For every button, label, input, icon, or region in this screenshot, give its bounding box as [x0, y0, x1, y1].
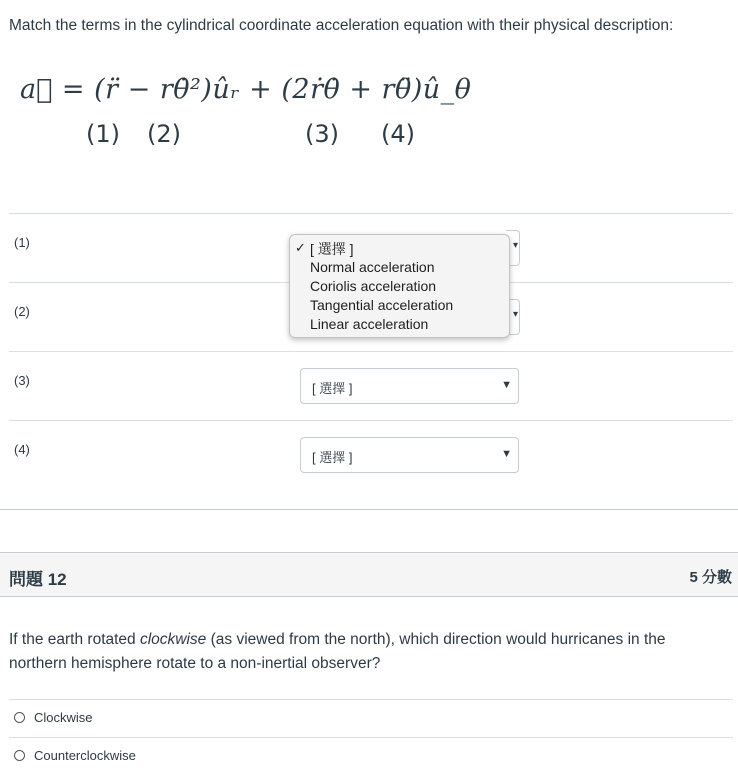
term-label-2: (2) — [147, 120, 181, 148]
acceleration-formula — [20, 66, 480, 121]
term-label-4: (4) — [381, 120, 415, 148]
row-label-3: (3) — [14, 373, 30, 388]
dropdown-option-tangential[interactable]: Tangential acceleration — [310, 297, 454, 313]
chevron-down-icon: ▾ — [512, 309, 518, 320]
formula-text: a⃗ = (r̈ − rθ̇²)ûᵣ + (2ṙθ̇ + rθ̈)û_θ — [20, 74, 472, 105]
select-3[interactable] — [300, 368, 519, 404]
divider — [9, 699, 733, 700]
radio-counterclockwise[interactable] — [14, 750, 25, 761]
select-4[interactable] — [300, 437, 519, 473]
prompt-part-2: (as viewed from the north), which direction would hurricanes in the northern hemisphere rotate to a non-inertial observer? — [9, 631, 666, 672]
prompt-emphasis: clockwise — [139, 631, 207, 648]
term-label-3: (3) — [305, 120, 339, 148]
select-3-value: [ 選擇 ] — [312, 381, 353, 396]
checkmark-icon: ✓ — [295, 240, 306, 255]
chevron-down-icon: ▼ — [501, 448, 512, 460]
answer-counterclockwise[interactable]: Counterclockwise — [34, 748, 136, 763]
divider — [9, 737, 733, 738]
dropdown-option-normal[interactable]: Normal acceleration — [310, 259, 435, 275]
formula-graphic — [20, 66, 480, 114]
row-label-4: (4) — [14, 442, 30, 457]
divider — [9, 213, 733, 214]
divider — [9, 351, 733, 352]
prompt-part-1: If the earth rotated — [9, 631, 140, 648]
select-1-dropdown-menu — [289, 234, 510, 338]
answer-clockwise[interactable]: Clockwise — [34, 710, 93, 725]
row-label-2: (2) — [14, 304, 30, 319]
question-title: 問題 12 — [9, 570, 67, 589]
question-points: 5 分數 — [689, 569, 732, 586]
divider — [9, 420, 733, 421]
question-prompt: Match the terms in the cylindrical coordinate acceleration equation with their physical description: — [9, 17, 674, 34]
dropdown-option-coriolis[interactable]: Coriolis acceleration — [310, 278, 437, 294]
chevron-down-icon: ▼ — [501, 379, 512, 391]
select-4-value: [ 選擇 ] — [312, 450, 353, 465]
chevron-down-icon: ▾ — [512, 240, 518, 251]
dropdown-option-linear[interactable]: Linear acceleration — [310, 316, 429, 332]
row-label-1: (1) — [14, 235, 30, 250]
question-bottom-border — [0, 509, 738, 510]
question-header — [0, 552, 738, 597]
dropdown-option-placeholder[interactable]: [ 選擇 ] — [310, 241, 354, 257]
radio-clockwise[interactable] — [14, 712, 25, 723]
question-prompt-12 — [9, 628, 709, 676]
term-label-1: (1) — [86, 120, 120, 148]
